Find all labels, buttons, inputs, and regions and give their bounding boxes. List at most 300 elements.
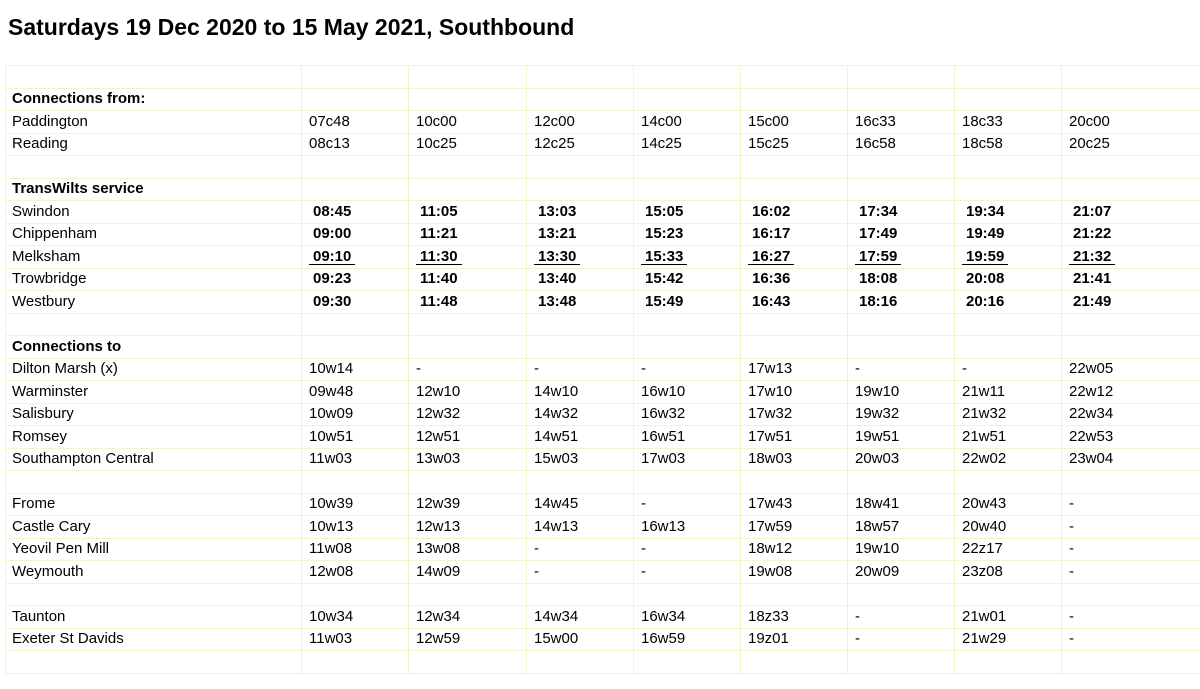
- empty-cell: [741, 651, 848, 674]
- empty-cell: [302, 336, 409, 359]
- departure-time: 18:08: [859, 270, 898, 288]
- time-cell: -: [1062, 538, 1200, 561]
- time-cell: 17w59: [741, 516, 848, 539]
- connection-row: [6, 358, 1200, 381]
- time-cell: 20c00: [1062, 111, 1200, 134]
- time-cell: 22w34: [1062, 403, 1200, 426]
- time-cell: -: [634, 538, 741, 561]
- station-name: Weymouth: [6, 561, 302, 584]
- departure-time: 15:33: [641, 249, 687, 265]
- time-cell: [1062, 201, 1200, 224]
- empty-cell: [409, 156, 527, 179]
- empty-cell: [955, 156, 1062, 179]
- departure-time: 15:23: [645, 225, 684, 243]
- station-name: Chippenham: [6, 223, 302, 246]
- empty-cell: [302, 156, 409, 179]
- departure-time: 11:48: [420, 292, 458, 310]
- empty-cell: [848, 178, 955, 201]
- time-cell: 20c25: [1062, 133, 1200, 156]
- time-cell: [527, 223, 634, 246]
- time-cell: 12w51: [409, 426, 527, 449]
- empty-cell: [848, 66, 955, 89]
- empty-cell: [955, 471, 1062, 494]
- time-cell: 21w29: [955, 628, 1062, 651]
- time-cell: [634, 223, 741, 246]
- empty-cell: [848, 336, 955, 359]
- time-cell: -: [1062, 516, 1200, 539]
- station-name: Dilton Marsh (x): [6, 358, 302, 381]
- departure-time: 16:17: [752, 225, 791, 243]
- time-cell: 08c13: [302, 133, 409, 156]
- empty-cell: [741, 88, 848, 111]
- empty-cell: [634, 583, 741, 606]
- time-cell: 10w14: [302, 358, 409, 381]
- empty-cell: [1062, 178, 1200, 201]
- time-cell: 22w53: [1062, 426, 1200, 449]
- empty-cell: [409, 471, 527, 494]
- time-cell: [409, 246, 527, 269]
- departure-time: 21:41: [1073, 270, 1112, 288]
- empty-cell: [955, 336, 1062, 359]
- empty-cell: [409, 66, 527, 89]
- time-cell: 12w39: [409, 493, 527, 516]
- departure-time: 11:30: [416, 249, 462, 265]
- connection-row: [6, 426, 1200, 449]
- empty-cell: [527, 471, 634, 494]
- time-cell: [409, 291, 527, 314]
- empty-cell: [1062, 651, 1200, 674]
- empty-cell: [848, 156, 955, 179]
- empty-cell: [1062, 88, 1200, 111]
- spacer-row: [6, 651, 1200, 674]
- empty-cell: [302, 651, 409, 674]
- time-cell: 12w59: [409, 628, 527, 651]
- time-cell: [527, 268, 634, 291]
- departure-time: 09:10: [309, 249, 355, 265]
- time-cell: 10w13: [302, 516, 409, 539]
- time-cell: 22w02: [955, 448, 1062, 471]
- time-cell: -: [1062, 628, 1200, 651]
- time-cell: 10c25: [409, 133, 527, 156]
- time-cell: 18z33: [741, 606, 848, 629]
- section-heading: TransWilts service: [6, 178, 302, 201]
- time-cell: -: [527, 538, 634, 561]
- spacer-row: [6, 583, 1200, 606]
- time-cell: [1062, 246, 1200, 269]
- time-cell: 20w09: [848, 561, 955, 584]
- time-cell: [634, 268, 741, 291]
- empty-cell: [6, 583, 302, 606]
- service-row: [6, 201, 1200, 224]
- empty-cell: [302, 583, 409, 606]
- empty-cell: [302, 88, 409, 111]
- time-cell: 12w32: [409, 403, 527, 426]
- time-cell: 10c00: [409, 111, 527, 134]
- empty-cell: [1062, 583, 1200, 606]
- time-cell: 19w51: [848, 426, 955, 449]
- time-cell: 21w11: [955, 381, 1062, 404]
- empty-cell: [955, 88, 1062, 111]
- time-cell: 16w13: [634, 516, 741, 539]
- empty-cell: [955, 313, 1062, 336]
- connection-row: [6, 516, 1200, 539]
- time-cell: [302, 223, 409, 246]
- departure-time: 16:43: [752, 292, 791, 310]
- time-cell: 19w08: [741, 561, 848, 584]
- connection-row: [6, 606, 1200, 629]
- empty-cell: [6, 66, 302, 89]
- time-cell: -: [1062, 606, 1200, 629]
- time-cell: [302, 291, 409, 314]
- time-cell: 16w34: [634, 606, 741, 629]
- time-cell: 11w03: [302, 628, 409, 651]
- empty-cell: [302, 178, 409, 201]
- time-cell: [634, 246, 741, 269]
- empty-cell: [634, 313, 741, 336]
- section-heading: Connections from:: [6, 88, 302, 111]
- time-cell: 17w10: [741, 381, 848, 404]
- connection-row: [6, 493, 1200, 516]
- departure-time: 19:59: [962, 249, 1008, 265]
- connection-row: [6, 538, 1200, 561]
- empty-cell: [848, 88, 955, 111]
- time-cell: [848, 268, 955, 291]
- time-cell: [848, 291, 955, 314]
- empty-cell: [634, 66, 741, 89]
- time-cell: -: [1062, 493, 1200, 516]
- departure-time: 20:08: [966, 270, 1005, 288]
- empty-cell: [1062, 156, 1200, 179]
- station-name: Warminster: [6, 381, 302, 404]
- time-cell: -: [527, 561, 634, 584]
- time-cell: 22w05: [1062, 358, 1200, 381]
- empty-cell: [6, 156, 302, 179]
- connection-row: [6, 133, 1200, 156]
- time-cell: -: [527, 358, 634, 381]
- time-cell: [848, 201, 955, 224]
- departure-time: 21:49: [1073, 292, 1112, 310]
- time-cell: [741, 291, 848, 314]
- time-cell: 19w10: [848, 538, 955, 561]
- time-cell: [741, 223, 848, 246]
- empty-cell: [634, 178, 741, 201]
- empty-cell: [848, 583, 955, 606]
- empty-cell: [409, 88, 527, 111]
- time-cell: 16w32: [634, 403, 741, 426]
- empty-cell: [409, 336, 527, 359]
- station-name: Frome: [6, 493, 302, 516]
- time-cell: 16w51: [634, 426, 741, 449]
- time-cell: [302, 268, 409, 291]
- spacer-row: [6, 471, 1200, 494]
- departure-time: 17:34: [859, 202, 898, 220]
- time-cell: 20w03: [848, 448, 955, 471]
- time-cell: [634, 201, 741, 224]
- empty-cell: [955, 66, 1062, 89]
- empty-cell: [1062, 336, 1200, 359]
- time-cell: -: [634, 358, 741, 381]
- empty-cell: [1062, 471, 1200, 494]
- connection-row: [6, 628, 1200, 651]
- station-name: Paddington: [6, 111, 302, 134]
- time-cell: [848, 223, 955, 246]
- time-cell: [955, 223, 1062, 246]
- time-cell: 10w39: [302, 493, 409, 516]
- time-cell: -: [1062, 561, 1200, 584]
- time-cell: 14w13: [527, 516, 634, 539]
- time-cell: [527, 201, 634, 224]
- station-name: Castle Cary: [6, 516, 302, 539]
- service-row: [6, 246, 1200, 269]
- empty-cell: [302, 313, 409, 336]
- empty-cell: [527, 583, 634, 606]
- time-cell: 22z17: [955, 538, 1062, 561]
- empty-cell: [302, 471, 409, 494]
- time-cell: 14c00: [634, 111, 741, 134]
- empty-cell: [741, 583, 848, 606]
- time-cell: 17w51: [741, 426, 848, 449]
- empty-cell: [634, 651, 741, 674]
- section-header-row: [6, 178, 1200, 201]
- time-cell: 14w10: [527, 381, 634, 404]
- empty-cell: [527, 651, 634, 674]
- spacer-row: [6, 313, 1200, 336]
- empty-cell: [955, 178, 1062, 201]
- time-cell: 22w12: [1062, 381, 1200, 404]
- departure-time: 09:00: [313, 225, 352, 243]
- time-cell: [1062, 268, 1200, 291]
- time-cell: 11w08: [302, 538, 409, 561]
- station-name: Reading: [6, 133, 302, 156]
- empty-cell: [6, 651, 302, 674]
- time-cell: 14w32: [527, 403, 634, 426]
- empty-cell: [848, 651, 955, 674]
- departure-time: 11:05: [420, 202, 458, 220]
- station-name: Swindon: [6, 201, 302, 224]
- station-name: Yeovil Pen Mill: [6, 538, 302, 561]
- timetable: [5, 65, 1200, 674]
- departure-time: 17:49: [859, 225, 898, 243]
- empty-cell: [6, 313, 302, 336]
- time-cell: 16w10: [634, 381, 741, 404]
- time-cell: 12w13: [409, 516, 527, 539]
- time-cell: 21w51: [955, 426, 1062, 449]
- time-cell: 23w04: [1062, 448, 1200, 471]
- time-cell: 17w43: [741, 493, 848, 516]
- time-cell: [741, 246, 848, 269]
- empty-cell: [6, 471, 302, 494]
- time-cell: [409, 268, 527, 291]
- empty-cell: [741, 336, 848, 359]
- time-cell: [741, 268, 848, 291]
- time-cell: 15w00: [527, 628, 634, 651]
- empty-cell: [848, 313, 955, 336]
- departure-time: 18:16: [859, 292, 898, 310]
- departure-time: 16:02: [752, 202, 791, 220]
- section-heading: Connections to: [6, 336, 302, 359]
- service-row: [6, 223, 1200, 246]
- time-cell: 16w59: [634, 628, 741, 651]
- empty-cell: [409, 178, 527, 201]
- empty-cell: [302, 66, 409, 89]
- station-name: Romsey: [6, 426, 302, 449]
- time-cell: [527, 291, 634, 314]
- time-cell: 07c48: [302, 111, 409, 134]
- empty-cell: [634, 471, 741, 494]
- time-cell: 14c25: [634, 133, 741, 156]
- time-cell: 12c00: [527, 111, 634, 134]
- station-name: Salisbury: [6, 403, 302, 426]
- time-cell: 12c25: [527, 133, 634, 156]
- empty-cell: [527, 336, 634, 359]
- service-row: [6, 268, 1200, 291]
- empty-cell: [1062, 313, 1200, 336]
- station-name: Southampton Central: [6, 448, 302, 471]
- time-cell: 19w10: [848, 381, 955, 404]
- departure-time: 15:05: [645, 202, 684, 220]
- spacer-row: [6, 156, 1200, 179]
- time-cell: [409, 201, 527, 224]
- time-cell: 10w51: [302, 426, 409, 449]
- empty-cell: [741, 313, 848, 336]
- empty-cell: [741, 156, 848, 179]
- departure-time: 21:07: [1073, 202, 1112, 220]
- empty-cell: [741, 66, 848, 89]
- departure-time: 21:32: [1069, 249, 1115, 265]
- time-cell: 14w45: [527, 493, 634, 516]
- departure-time: 19:49: [966, 225, 1005, 243]
- station-name: Trowbridge: [6, 268, 302, 291]
- service-row: [6, 291, 1200, 314]
- time-cell: 12w08: [302, 561, 409, 584]
- time-cell: -: [848, 358, 955, 381]
- time-cell: -: [848, 628, 955, 651]
- time-cell: 18c58: [955, 133, 1062, 156]
- connection-row: [6, 381, 1200, 404]
- time-cell: [1062, 223, 1200, 246]
- time-cell: 17w03: [634, 448, 741, 471]
- time-cell: -: [409, 358, 527, 381]
- empty-cell: [527, 156, 634, 179]
- connection-row: [6, 111, 1200, 134]
- time-cell: 20w40: [955, 516, 1062, 539]
- time-cell: [409, 223, 527, 246]
- time-cell: 19w32: [848, 403, 955, 426]
- time-cell: 18c33: [955, 111, 1062, 134]
- time-cell: 18w03: [741, 448, 848, 471]
- time-cell: [634, 291, 741, 314]
- connection-row: [6, 561, 1200, 584]
- time-cell: 10w09: [302, 403, 409, 426]
- empty-cell: [634, 88, 741, 111]
- departure-time: 19:34: [966, 202, 1005, 220]
- time-cell: 14w34: [527, 606, 634, 629]
- empty-cell: [409, 651, 527, 674]
- departure-time: 09:23: [313, 270, 352, 288]
- time-cell: 14w09: [409, 561, 527, 584]
- time-cell: 17w13: [741, 358, 848, 381]
- departure-time: 21:22: [1073, 225, 1112, 243]
- time-cell: 12w34: [409, 606, 527, 629]
- time-cell: [1062, 291, 1200, 314]
- time-cell: 15c00: [741, 111, 848, 134]
- time-cell: [302, 201, 409, 224]
- departure-time: 13:03: [538, 202, 577, 220]
- departure-time: 09:30: [313, 292, 352, 310]
- time-cell: [955, 246, 1062, 269]
- departure-time: 17:59: [855, 249, 901, 265]
- time-cell: 14w51: [527, 426, 634, 449]
- time-cell: [848, 246, 955, 269]
- section-header-row: [6, 336, 1200, 359]
- time-cell: 12w10: [409, 381, 527, 404]
- empty-cell: [1062, 66, 1200, 89]
- time-cell: 19z01: [741, 628, 848, 651]
- station-name: Exeter St Davids: [6, 628, 302, 651]
- station-name: Melksham: [6, 246, 302, 269]
- connection-row: [6, 403, 1200, 426]
- time-cell: -: [848, 606, 955, 629]
- empty-cell: [634, 336, 741, 359]
- time-cell: [741, 201, 848, 224]
- time-cell: 11w03: [302, 448, 409, 471]
- time-cell: [302, 246, 409, 269]
- empty-cell: [527, 178, 634, 201]
- empty-cell: [409, 313, 527, 336]
- empty-cell: [527, 88, 634, 111]
- section-header-row: [6, 88, 1200, 111]
- departure-time: 08:45: [313, 202, 352, 220]
- time-cell: [955, 201, 1062, 224]
- empty-cell: [527, 66, 634, 89]
- departure-time: 11:21: [420, 225, 458, 243]
- timetable-body: [6, 66, 1200, 674]
- time-cell: 10w34: [302, 606, 409, 629]
- time-cell: 15c25: [741, 133, 848, 156]
- time-cell: 18w57: [848, 516, 955, 539]
- departure-time: 15:42: [645, 270, 684, 288]
- time-cell: -: [634, 493, 741, 516]
- departure-time: 16:27: [748, 249, 794, 265]
- empty-cell: [848, 471, 955, 494]
- departure-time: 16:36: [752, 270, 791, 288]
- time-cell: 09w48: [302, 381, 409, 404]
- departure-time: 13:40: [538, 270, 577, 288]
- time-cell: 13w08: [409, 538, 527, 561]
- departure-time: 11:40: [420, 270, 458, 288]
- time-cell: 13w03: [409, 448, 527, 471]
- empty-cell: [955, 651, 1062, 674]
- time-cell: -: [955, 358, 1062, 381]
- time-cell: 20w43: [955, 493, 1062, 516]
- time-cell: [955, 268, 1062, 291]
- empty-cell: [409, 583, 527, 606]
- time-cell: -: [634, 561, 741, 584]
- time-cell: 21w01: [955, 606, 1062, 629]
- time-cell: 17w32: [741, 403, 848, 426]
- departure-time: 20:16: [966, 292, 1005, 310]
- station-name: Westbury: [6, 291, 302, 314]
- departure-time: 13:30: [534, 249, 580, 265]
- time-cell: 23z08: [955, 561, 1062, 584]
- page-title: Saturdays 19 Dec 2020 to 15 May 2021, Southbound: [8, 14, 575, 40]
- empty-cell: [634, 156, 741, 179]
- departure-time: 13:48: [538, 292, 577, 310]
- spacer-row: [6, 66, 1200, 89]
- time-cell: 16c33: [848, 111, 955, 134]
- time-cell: 16c58: [848, 133, 955, 156]
- connection-row: [6, 448, 1200, 471]
